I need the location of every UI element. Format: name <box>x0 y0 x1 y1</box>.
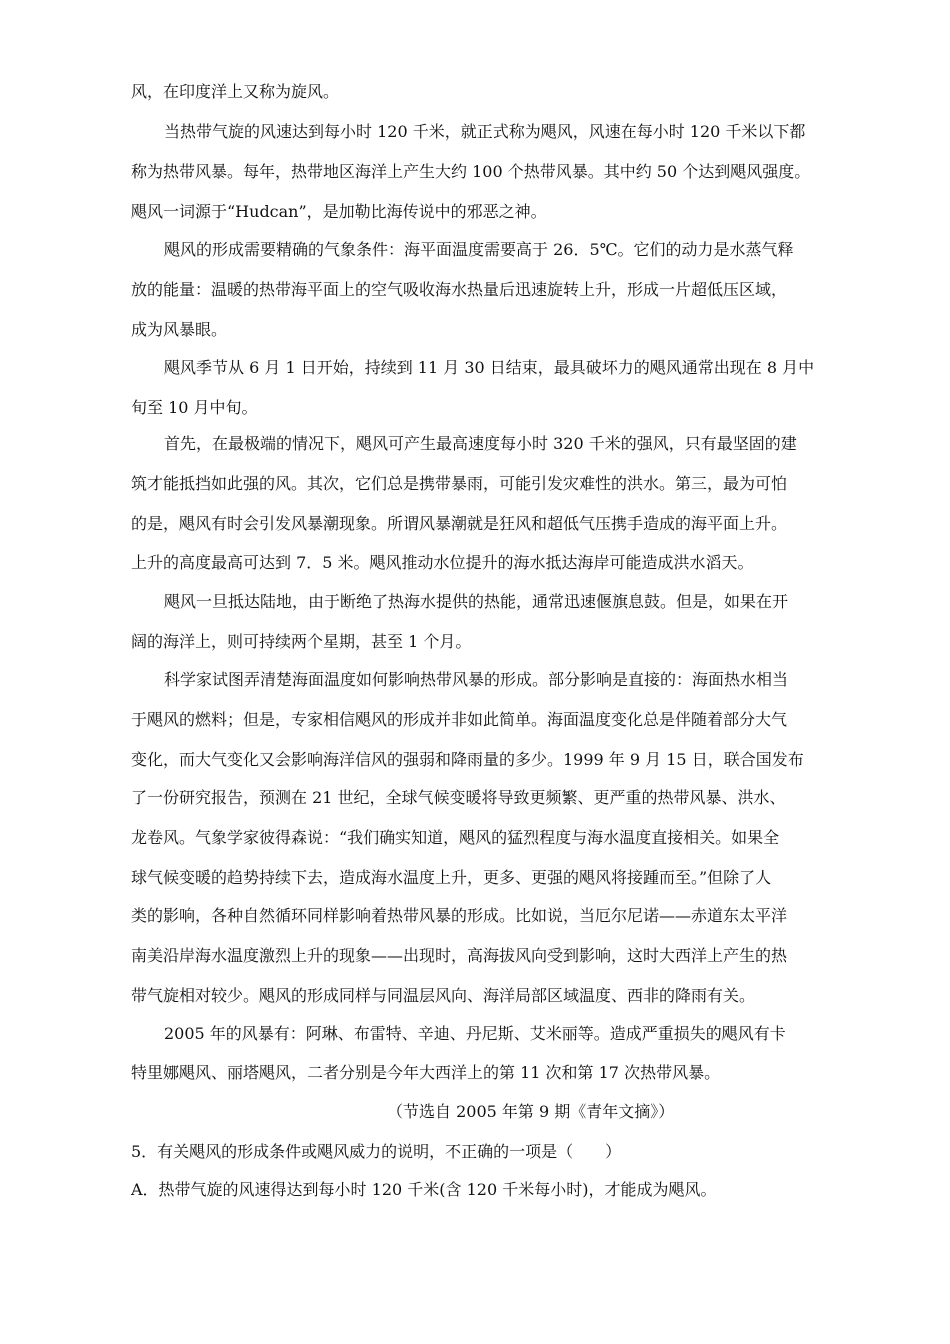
paragraph-start-line: 科学家试图弄清楚海面温度如何影响热带风暴的形成。部分影响是直接的：海面热水相当 <box>164 670 789 689</box>
paragraph-start-line: 飓风一旦抵达陆地，由于断绝了热海水提供的热能，通常迅速偃旗息鼓。但是，如果在开 <box>164 592 789 611</box>
text-line: 于飓风的燃料；但是，专家相信飓风的形成并非如此简单。海面温度变化总是伴随着部分大气 <box>131 710 788 729</box>
paragraph-start-line: 飓风的形成需要精确的气象条件：海平面温度需要高于 26．5℃。它们的动力是水蒸气释 <box>164 240 794 259</box>
text-line: 类的影响，各种自然循环同样影响着热带风暴的形成。比如说，当厄尔尼诺——赤道东太平洋 <box>131 906 788 925</box>
paragraph-start-line: 飓风季节从 6 月 1 日开始，持续到 11 月 30 日结束，最具破坏力的飓风通常出现在 8 月中 <box>164 358 815 377</box>
text-line: 上升的高度最高可达到 7．5 米。飓风推动水位提升的海水抵达海岸可能造成洪水滔天。 <box>131 553 754 572</box>
text-line: 的是，飓风有时会引发风暴潮现象。所谓风暴潮就是狂风和超低气压携手造成的海平面上升。 <box>131 514 788 533</box>
answer-option-a: A．热带气旋的风速得达到每小时 120 千米(含 120 千米每小时)，才能成为飓风。 <box>131 1180 717 1199</box>
text-line: 龙卷风。气象学家彼得森说：“我们确实知道，飓风的猛烈程度与海水温度直接相关。如果全 <box>131 828 780 847</box>
text-line: 旬至 10 月中旬。 <box>131 398 258 417</box>
text-line: 称为热带风暴。每年，热带地区海洋上产生大约 100 个热带风暴。其中约 50 个达到飓风强度。 <box>131 162 811 181</box>
text-line: 风，在印度洋上又称为旋风。 <box>131 82 340 101</box>
text-line: 了一份研究报告，预测在 21 世纪，全球气候变暖将导致更频繁、更严重的热带风暴、洪水、 <box>131 788 786 807</box>
text-line: 变化，而大气变化又会影响海洋信风的强弱和降雨量的多少。1999 年 9 月 15 日，联合国发布 <box>131 750 804 769</box>
text-line: 特里娜飓风、丽塔飓风，二者分别是今年大西洋上的第 11 次和第 17 次热带风暴。 <box>131 1063 721 1082</box>
source-citation: （节选自 2005 年第 9 期《青年文摘》） <box>387 1102 675 1121</box>
paragraph-start-line: 2005 年的风暴有：阿琳、布雷特、辛迪、丹尼斯、艾米丽等。造成严重损失的飓风有卡 <box>164 1024 786 1043</box>
text-line: 筑才能抵挡如此强的风。其次，它们总是携带暴雨，可能引发灾难性的洪水。第三，最为可怕 <box>131 474 788 493</box>
text-line: 成为风暴眼。 <box>131 320 228 339</box>
text-line: 飓风一词源于“Hudcan”，是加勒比海传说中的邪恶之神。 <box>131 202 547 221</box>
paragraph-start-line: 当热带气旋的风速达到每小时 120 千米，就正式称为飓风，风速在每小时 120 千米以下都 <box>164 122 806 141</box>
paragraph-start-line: 首先，在最极端的情况下，飓风可产生最高速度每小时 320 千米的强风，只有最坚固的建 <box>164 434 797 453</box>
text-line: 南美沿岸海水温度激烈上升的现象——出现时，高海拔风向受到影响，这时大西洋上产生的热 <box>131 946 788 965</box>
text-line: 球气候变暖的趋势持续下去，造成海水温度上升，更多、更强的飓风将接踵而至。”但除了人 <box>131 868 772 887</box>
text-line: 放的能量：温暖的热带海平面上的空气吸收海水热量后迅速旋转上升，形成一片超低压区域， <box>131 280 788 299</box>
question-stem: 5．有关飓风的形成条件或飓风威力的说明，不正确的一项是（ ） <box>131 1142 622 1161</box>
text-line: 带气旋相对较少。飓风的形成同样与同温层风向、海洋局部区域温度、西非的降雨有关。 <box>131 986 756 1005</box>
text-line: 阔的海洋上，则可持续两个星期，甚至 1 个月。 <box>131 632 472 651</box>
